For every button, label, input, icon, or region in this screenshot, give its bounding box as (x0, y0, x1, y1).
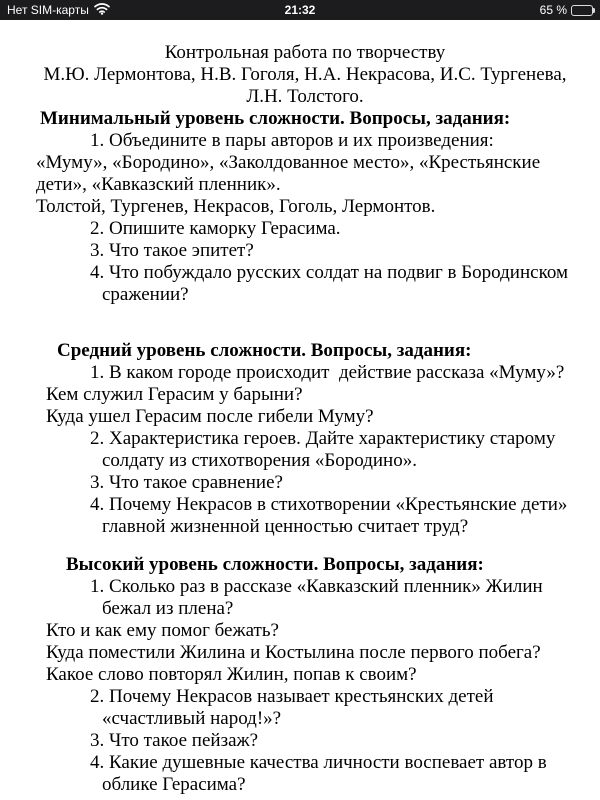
doc-line: 4. Почему Некрасов в стихотворении «Крестьянские дети» (90, 494, 568, 515)
battery-percent-label: 65 % (539, 3, 567, 17)
doc-line: Какое слово повторял Жилин, попав к своим? (46, 664, 417, 685)
sections (36, 108, 574, 796)
section-2 (36, 554, 574, 796)
doc-line: 1. Объедините в пары авторов и их произведения: (90, 130, 494, 151)
document-title (36, 42, 574, 108)
doc-line: Кем служил Герасим у барыни? (46, 384, 303, 405)
doc-line: 1. Сколько раз в рассказе «Кавказский пленник» Жилин (90, 576, 543, 597)
carrier-label: Нет SIM-карты (7, 3, 89, 17)
document-page[interactable] (0, 20, 600, 796)
wifi-icon (94, 3, 110, 18)
doc-line: 3. Что такое пейзаж? (90, 730, 259, 751)
section-heading: Средний уровень сложности. Вопросы, задания: (57, 340, 472, 361)
clock: 21:32 (284, 3, 316, 17)
doc-line: 3. Что такое сравнение? (90, 472, 283, 493)
doc-line: облике Герасима? (102, 774, 246, 795)
doc-line: главной жизненной ценностью считает труд? (102, 516, 469, 537)
battery-icon (571, 5, 593, 16)
section-heading: Минимальный уровень сложности. Вопросы, задания: (40, 108, 511, 129)
doc-line: 1. В каком городе происходит действие рассказа «Муму»? (90, 362, 565, 383)
title-line: М.Ю. Лермонтова, Н.В. Гоголя, Н.А. Некрасова, И.С. Тургенева, (43, 64, 567, 85)
section-1 (36, 340, 574, 538)
doc-line: 2. Характеристика героев. Дайте характеристику старому (90, 428, 556, 449)
doc-line: Толстой, Тургенев, Некрасов, Гоголь, Лермонтов. (36, 196, 436, 217)
doc-line: «счастливый народ!»? (102, 708, 282, 729)
doc-line: 2. Опишите каморку Герасима. (90, 218, 341, 239)
doc-line: 4. Что побуждало русских солдат на подвиг в Бородинском (90, 262, 568, 283)
status-right (540, 3, 593, 17)
doc-line: бежал из плена? (102, 598, 234, 619)
doc-line: сражении? (102, 284, 189, 305)
title-line: Контрольная работа по творчеству (164, 42, 446, 63)
doc-line: 2. Почему Некрасов называет крестьянских детей (90, 686, 494, 707)
section-0 (36, 108, 574, 306)
doc-line: 4. Какие душевные качества личности воспевает автор в (90, 752, 547, 773)
battery-nub (593, 8, 595, 13)
doc-line: дети», «Кавказский пленник». (36, 174, 281, 195)
doc-line: 3. Что такое эпитет? (90, 240, 254, 261)
status-left (7, 3, 110, 18)
doc-line: Куда ушел Герасим после гибели Муму? (46, 406, 374, 427)
section-heading: Высокий уровень сложности. Вопросы, задания: (66, 554, 484, 575)
doc-line: Кто и как ему помог бежать? (46, 620, 279, 641)
title-line: Л.Н. Толстого. (246, 86, 364, 107)
doc-line: «Муму», «Бородино», «Заколдованное место», «Крестьянские (36, 152, 541, 173)
doc-line: солдату из стихотворения «Бородино». (102, 450, 417, 471)
status-bar (0, 0, 600, 20)
doc-line: Куда поместили Жилина и Костылина после первого побега? (46, 642, 541, 663)
